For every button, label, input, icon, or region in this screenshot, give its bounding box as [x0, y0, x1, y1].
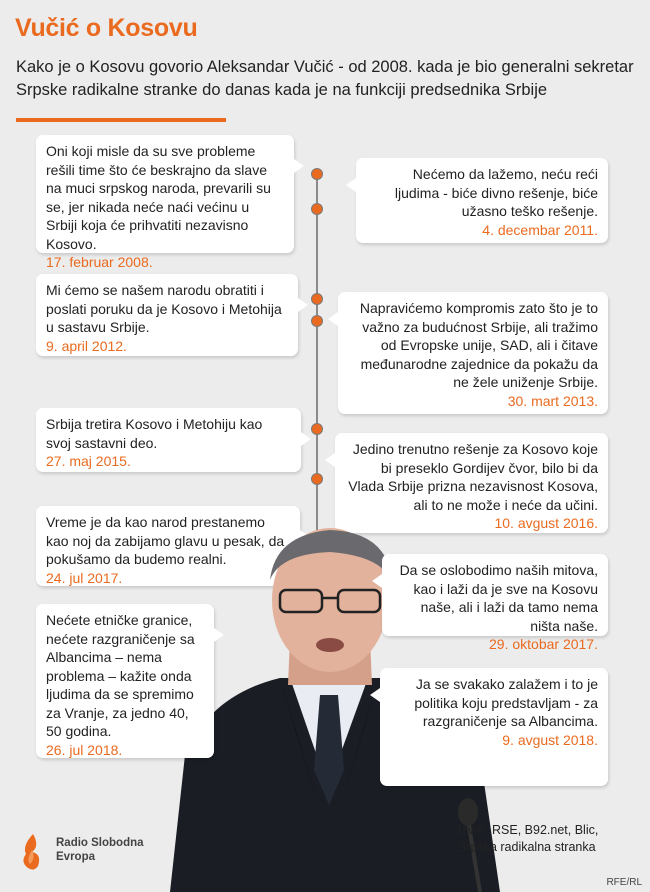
quote-text: Srbija tretira Kosovo i Metohiju kao svoj sastavni deo. [46, 416, 263, 451]
quote-date: 10. avgust 2016. [494, 515, 598, 531]
quote-card [382, 554, 608, 652]
quote-date: 24. jul 2017. [46, 569, 123, 586]
quote-text: Napravićemo kompromis zato što je to važno za budućnost Srbije, ali tražimo od Evropske unije, SAD, ali i čitave međunarodne zajednice da pokažu da ne žele uniženje Srbije. [359, 300, 598, 390]
quote-text: Nećemo da lažemo, neću reći ljudima - biće divno rešenje, biće užasno teško rešenje. [394, 166, 598, 219]
quote-text: Vreme je da kao narod prestanemo kao noj da zabijamo glavu u pesak, da pokušamo da budemo realni. [46, 514, 285, 567]
title-accent-bar [16, 118, 226, 122]
timeline-dot [311, 315, 323, 327]
quote-card [36, 408, 301, 472]
quote-text: Da se oslobodimo naših mitova, kao i laži da je sve na Kosovu naše, ali i laži da tamo nema ništa naše. [399, 562, 598, 634]
timeline-dot [311, 293, 323, 305]
quote-card [356, 158, 608, 243]
source-line-2: Srpska radikalna stranka [458, 840, 596, 854]
quote-date: 9. april 2012. [46, 337, 127, 354]
quote-date: 4. decembar 2011. [482, 221, 598, 238]
quote-text: Jedino trenutno rešenje za Kosovo koje bi preseklo Gordijev čvor, bilo bi da Vlada Srbije prizna nezavisnost Kosova, ali to ne može i neće da učini. [348, 441, 598, 513]
page-title: Vučić o Kosovu [15, 14, 198, 42]
rse-logo [16, 830, 176, 880]
quote-date: 26. jul 2018. [46, 741, 123, 758]
quote-date: 30. mart 2013. [507, 392, 598, 409]
flame-icon [18, 832, 48, 872]
source-line-1: Izvor: RSE, B92.net, Blic, [458, 823, 599, 837]
logo-line-2: Evropa [56, 851, 95, 863]
source-note [458, 822, 598, 856]
quote-card [380, 668, 608, 786]
quote-card [36, 135, 294, 270]
timeline-dot [311, 473, 323, 485]
timeline-dot [311, 168, 323, 180]
quote-text: Nećete etničke granice, nećete razgraničenje sa Albancima – nema problema – kažite onda ljudima da se spremimo za Vranje, za jedno 40, 50 godina. [46, 612, 195, 739]
timeline-dot [311, 203, 323, 215]
quote-card [36, 604, 214, 758]
logo-line-1: Radio Slobodna [56, 837, 144, 849]
page-subtitle: Kako je o Kosovu govorio Aleksandar Vučić - od 2008. kada je bio generalni sekretar Srpske radikalne stranke do danas kada je na funkciji predsednika Srbije [16, 58, 634, 99]
quote-text: Ja se svakako zalažem i to je politika koju predstavljam - za razgraničenje sa Albancima. [414, 676, 598, 729]
quote-date: 9. avgust 2018. [502, 731, 598, 748]
timeline-dot [311, 423, 323, 435]
credit: RFE/RL [606, 877, 642, 888]
quote-card [36, 274, 298, 356]
quote-card [335, 433, 608, 533]
quote-text: Oni koji misle da su sve probleme rešili time što će beskrajno da slave na muci srpskog naroda, prevarili su se, jer nikada neće naći većinu u Srbiji koja će prihvatiti nezavisno Kosovo. [46, 143, 271, 252]
quote-card [338, 292, 608, 414]
quote-date: 17. februar 2008. [46, 254, 153, 270]
quote-date: 27. maj 2015. [46, 453, 131, 469]
quote-date: 29. oktobar 2017. [489, 636, 598, 652]
quote-text: Mi ćemo se našem narodu obratiti i poslati poruku da je Kosovo i Metohija u sastavu Srbije. [46, 282, 282, 335]
